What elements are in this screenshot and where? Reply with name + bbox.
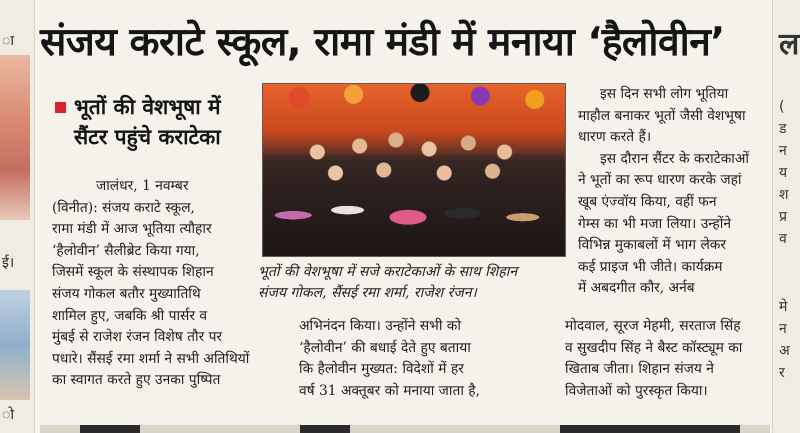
body-line: इस दिन सभी लोग भूतिया: [600, 86, 729, 102]
body-line: शामिल हुए, जबकि श्री पार्सर व: [52, 307, 208, 324]
body-line: कई प्राइज भी जीते। कार्यक्रम: [578, 258, 723, 275]
next-article-fragment: [80, 425, 140, 433]
body-line: का स्वागत करते हुए उनका पुष्पित: [52, 372, 221, 389]
right-fragment: श: [779, 187, 789, 203]
body-line: विजेताओं को पुरस्कृत किया।: [565, 382, 708, 399]
subheadline-line: भूतों की वेशभूषा में: [74, 95, 221, 119]
right-fragment: ल: [779, 27, 800, 62]
article-subheadline: [74, 92, 254, 152]
left-fragment: ो: [2, 407, 14, 423]
article-headline: संजय कराटे स्कूल, रामा मंडी में मनाया ‘हैलोवीन’: [40, 20, 725, 65]
body-line: जिसमें स्कूल के संस्थापक शिहान: [52, 264, 214, 281]
body-line: ने भूतों का रूप धारण करके जहां: [578, 172, 742, 189]
photo-caption: [258, 262, 570, 304]
right-fragment: न: [779, 143, 787, 159]
next-article-fragment: [560, 425, 740, 433]
body-line: कि हैलोवीन मुख्यत: विदेशों में हर: [299, 361, 464, 378]
body-line: खिताब जीता। शिहान संजय ने: [565, 361, 714, 378]
caption-line: भूतों की वेशभूषा में सजे कराटेकाओं के साथ शिहान: [258, 264, 518, 280]
subheadline-line: सैंटर पहुंचे कराटेका: [74, 125, 221, 149]
next-article-fragment: [300, 425, 350, 433]
body-line: पधारे। सैंसई रमा शर्मा ने सभी अतिथियों: [52, 350, 250, 367]
right-fragment: य: [779, 165, 788, 181]
body-line: मोदवाल, सूरज मेहमी, सरताज सिंह: [565, 318, 741, 334]
body-line: गेम्स का भी मजा लिया। उन्होंने: [578, 215, 731, 232]
body-line: वर्ष 31 अक्तूबर को मनाया जाता है,: [299, 382, 481, 399]
left-fragment: ा: [2, 33, 14, 49]
right-fragment: प्र: [779, 209, 787, 225]
left-fragment: ई।: [2, 255, 15, 271]
right-fragment: अ: [779, 343, 790, 359]
next-article-edge: [40, 425, 770, 433]
body-line: ‘हैलोवीन’ की बधाई देते हुए बताया: [299, 339, 471, 356]
body-line: ‘हैलोवीन’ सैलीब्रेट किया गया,: [52, 242, 200, 259]
body-line: खूब एंज्वॉय किया, वहीं फन: [578, 193, 717, 210]
left-neighbor-photo: [0, 55, 30, 220]
body-line: धारण करते हैं।: [578, 129, 652, 146]
right-neighbor-column: [772, 0, 800, 433]
body-line: रामा मंडी में आज भूतिया त्यौहार: [52, 221, 212, 238]
article-column-1: [52, 176, 276, 392]
body-line: विभिन्न मुकाबलों में भाग लेकर: [578, 237, 727, 254]
article-photo: [262, 83, 566, 257]
article-column-2: [299, 316, 569, 402]
body-line: अभिनंदन किया। उन्होंने सभी को: [299, 318, 461, 334]
body-line: में अबदगीत कौर, अर्नब: [578, 280, 695, 297]
body-line: मुंबई से राजेश रंजन विशेष तौर पर: [52, 329, 223, 346]
photo-faces: [263, 122, 565, 182]
right-fragment: मे: [779, 299, 788, 315]
right-fragment: र: [779, 365, 785, 381]
body-line: व सुखदीप सिंह ने बैस्ट कॉस्ट्यूम का: [565, 339, 743, 356]
article-column-4: [565, 316, 772, 402]
right-fragment: ड: [779, 121, 787, 137]
body-line: माहौल बनाकर भूतों जैसी वेशभूषा: [578, 107, 746, 124]
subheadline-bullet: [55, 102, 66, 113]
article-column-3: [578, 84, 771, 300]
right-fragment: न: [779, 321, 787, 337]
right-fragment: (: [779, 99, 785, 115]
left-neighbor-photo-2: [0, 290, 30, 400]
left-neighbor-column: [0, 0, 35, 433]
dateline: जालंधर, 1 नवम्बर: [96, 178, 189, 194]
right-fragment: व: [779, 231, 787, 247]
body-line: (विनीत): संजय कराटे स्कूल,: [52, 199, 195, 216]
body-line: संजय गोकल बतौर मुख्यातिथि: [52, 285, 201, 302]
body-line: इस दौरान सैंटर के कराटेकाओं: [600, 150, 749, 167]
caption-line: संजय गोकल, सैंसई रमा शर्मा, राजेश रंजन।: [258, 285, 477, 301]
